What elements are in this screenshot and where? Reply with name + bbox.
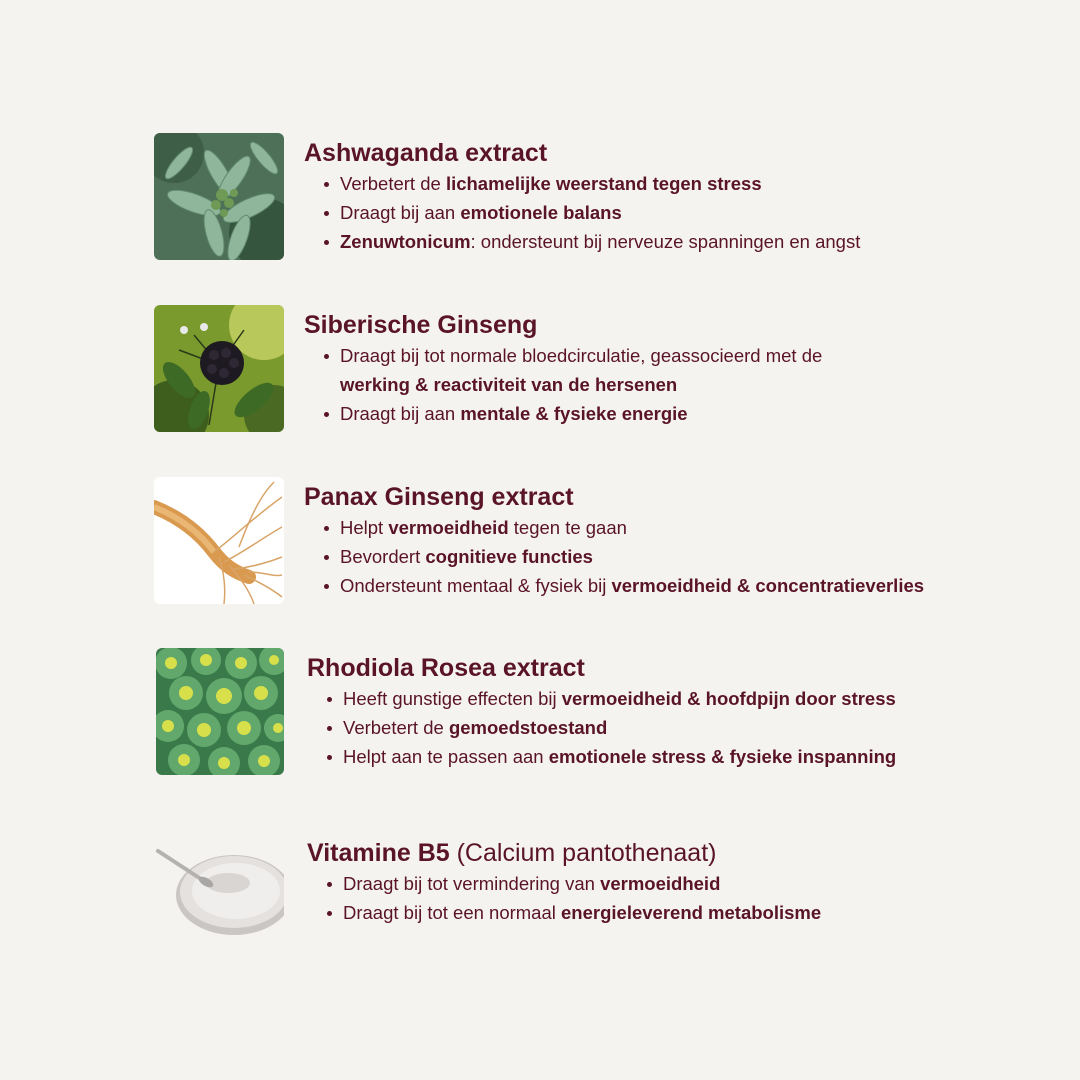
white-powder-dish-photo [156, 837, 284, 942]
ingredient-text [307, 837, 1014, 927]
ingredient-text [304, 137, 1014, 256]
benefit-item: Draagt bij aan mentale & fysieke energie [304, 399, 1014, 428]
ginseng-root-photo [154, 477, 284, 604]
ingredient-ashwaganda [154, 133, 1014, 273]
ingredient-title: Panax Ginseng extract [304, 483, 574, 511]
rhodiola-rosea-plants-photo [156, 648, 284, 775]
ingredient-vitamine-b5 [154, 819, 1014, 949]
benefit-item: Draagt bij aan emotionele balans [304, 198, 1014, 227]
benefit-item: Helpt aan te passen aan emotionele stress & fysieke inspanning [307, 742, 1014, 771]
ingredient-text [304, 309, 1014, 428]
benefit-list [307, 869, 1014, 927]
ingredient-panax-ginseng [154, 477, 1014, 617]
benefit-list [304, 341, 1014, 428]
ingredient-title: Vitamine B5 (Calcium pantothenaat) [307, 839, 717, 867]
ingredient-text [307, 652, 1014, 771]
benefit-item: Verbetert de lichamelijke weerstand tegen stress [304, 169, 1014, 198]
benefit-list [304, 513, 1014, 600]
benefit-item: Draagt bij tot normale bloedcirculatie, geassocieerd met de werking & reactiviteit van de hersenen [304, 341, 1014, 399]
ingredient-subtitle: (Calcium pantothenaat) [456, 839, 717, 867]
ingredient-title: Siberische Ginseng [304, 311, 538, 339]
benefit-list [304, 169, 1014, 256]
ingredient-title: Ashwaganda extract [304, 139, 548, 167]
siberian-ginseng-berries-photo [154, 305, 284, 432]
benefit-item: Draagt bij tot vermindering van vermoeidheid [307, 869, 1014, 898]
benefit-item: Bevordert cognitieve functies [304, 542, 1014, 571]
ingredient-siberische-ginseng [154, 305, 1014, 445]
benefit-item: Ondersteunt mentaal & fysiek bij vermoeidheid & concentratieverlies [304, 571, 1014, 600]
ashwagandha-plant-photo [154, 133, 284, 260]
ingredient-title: Rhodiola Rosea extract [307, 654, 585, 682]
benefit-item: Zenuwtonicum: ondersteunt bij nerveuze spanningen en angst [304, 227, 1014, 256]
benefit-item: Heeft gunstige effecten bij vermoeidheid & hoofdpijn door stress [307, 684, 1014, 713]
benefit-list [307, 684, 1014, 771]
benefit-item: Helpt vermoeidheid tegen te gaan [304, 513, 1014, 542]
ingredient-text [304, 481, 1014, 600]
benefit-item: Draagt bij tot een normaal energieleverend metabolisme [307, 898, 1014, 927]
ingredient-rhodiola-rosea [154, 648, 1014, 788]
benefit-item: Verbetert de gemoedstoestand [307, 713, 1014, 742]
